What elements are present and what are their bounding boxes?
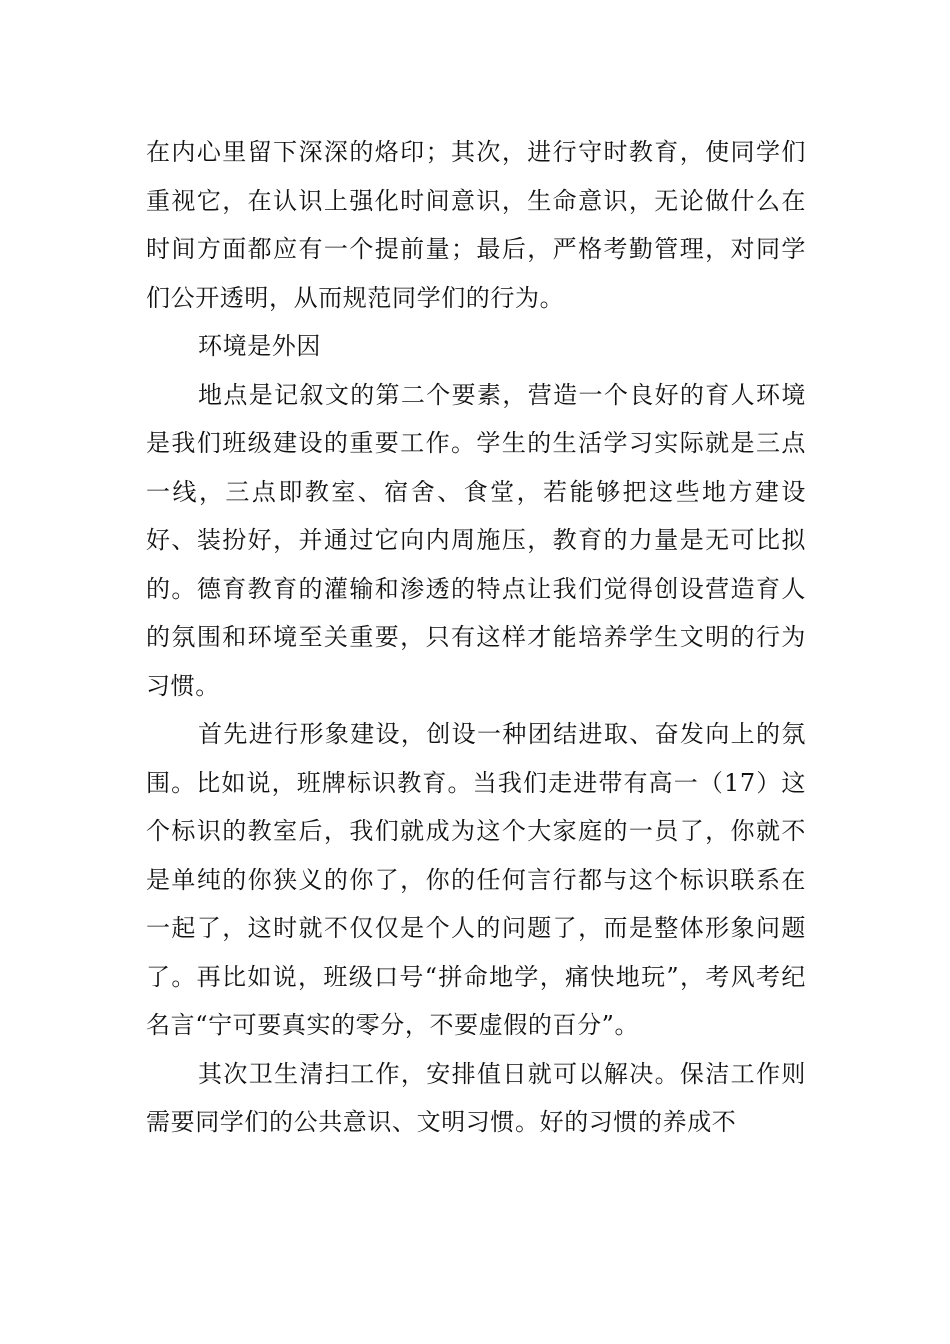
paragraph-image-building: 首先进行形象建设，创设一种团结进取、奋发向上的氛围。比如说，班牌标识教育。当我们走进带有高一（17）这个标识的教室后，我们就成为这个大家庭的一员了，你就不是单纯的你狭义的你了，你的任何言行都与这个标识联系在一起了，这时就不仅仅是个人的问题了，而是整体形象问题了。再比如说，班级口号“拼命地学，痛快地玩”，考风考纪名言“宁可要真实的零分，不要虚假的百分”。 bbox=[146, 720, 806, 1039]
document-page bbox=[146, 128, 806, 1147]
paragraph-environment: 地点是记叙文的第二个要素，营造一个良好的育人环境是我们班级建设的重要工作。学生的生活学习实际就是三点一线，三点即教室、宿舍、食堂，若能够把这些地方建设好、装扮好，并通过它向内周施压，教育的力量是无可比拟的。德育教育的灌输和渗透的特点让我们觉得创设营造育人的氛围和环境至关重要，只有这样才能培养学生文明的行为习惯。 bbox=[146, 380, 806, 700]
section-heading: 环境是外因 bbox=[198, 332, 321, 360]
paragraph-continuation: 在内心里留下深深的烙印；其次，进行守时教育，使同学们重视它，在认识上强化时间意识，生命意识，无论做什么在时间方面都应有一个提前量；最后，严格考勤管理，对同学们公开透明，从而规范同学们的行为。 bbox=[146, 138, 806, 312]
paragraph-cleaning: 其次卫生清扫工作，安排值日就可以解决。保洁工作则需要同学们的公共意识、文明习惯。好的习惯的养成不 bbox=[146, 1059, 806, 1136]
